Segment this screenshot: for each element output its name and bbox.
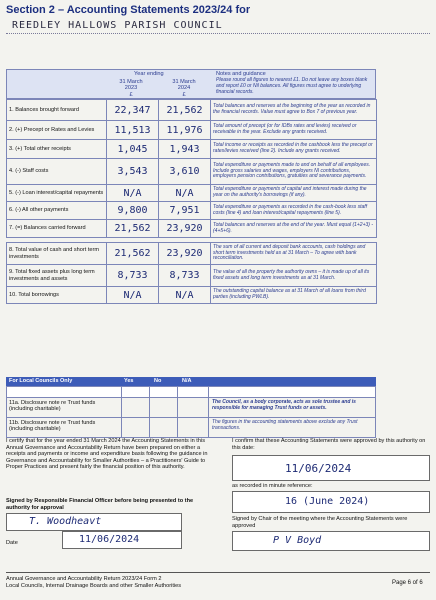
rfo-signed-label: Signed by Responsible Financial Officer before being presented to the authority for approval [6,498,194,511]
row-guidance: Total expenditure or payments made to and on behalf of all employees. Include gross salaries and wages, employers NI contributions, employers pension contributions, gratuities and severance payments. [211,159,377,185]
value-2024[interactable]: N/A [159,185,211,202]
statement-row [7,140,377,159]
statement-row [7,100,377,121]
row-guidance: Total income or receipts as recorded in the cashbook less the precept or rates/levies received (line 2). Include any grants received. [211,140,377,159]
council-name: REEDLEY HALLOWS PARISH COUNCIL [12,20,223,31]
minute-box[interactable] [232,491,430,513]
chair-signature-box[interactable] [232,531,430,551]
footer-line-1: Annual Governance and Accountability Return 2023/24 Form 2 [6,576,162,582]
page-number: Page 6 of 6 [392,580,423,586]
value-2024[interactable]: 23,920 [159,243,211,265]
row-guidance: The sum of all current and deposit bank accounts, cash holdings and short term investments held as at 31 March – To agree with bank reconciliation. [211,243,377,265]
row-11b-label: 11b. Disclosure note re Trust funds (including charitable) [9,420,96,433]
rfo-signature-box[interactable] [6,513,182,531]
year-ending-label: Year ending [134,71,164,77]
statement-row [7,265,377,287]
row-label: 3. (+) Total other receipts [7,140,107,159]
value-2024[interactable]: 3,610 [159,159,211,185]
rfo-certification-text: I certify that for the year ended 31 March 2024 the Accounting Statements in this Annual Governance and Accountability Return have been prepared on either a receipts and payments or income and expenditure basis following the guidance in Governance and Accountability for Smaller Authorities – a Practitioners' Guide to Proper Practices and present fairly the financial position of this authority. [6,438,208,470]
notes-heading: Notes and guidance [216,71,266,77]
value-2024[interactable]: 1,943 [159,140,211,159]
yes-header: Yes [124,378,134,384]
value-2023[interactable]: 11,513 [107,121,159,140]
value-2024[interactable]: 8,733 [159,265,211,287]
row-11a-note: The Council, as a body corporate, acts as sole trustee and is responsible for managing Trust funds or assets. [212,399,356,411]
approval-date: 11/06/2024 [285,462,352,475]
rfo-signature: T. Woodheavt [29,516,102,527]
row-label: 7. (=) Balances carried forward [7,220,107,238]
row-label: 5. (-) Loan interest/capital repayments [7,185,107,202]
local-councils-section [6,377,376,433]
rfo-date-box[interactable] [62,531,182,549]
date-label: Date [6,540,18,546]
value-2024[interactable]: 7,951 [159,202,211,220]
row-guidance: The value of all the property the authority owns – it is made up of all its fixed assets and long term investments as at 31 March. [211,265,377,287]
local-councils-heading [6,377,376,386]
value-2023[interactable]: 1,045 [107,140,159,159]
row-guidance: The outstanding capital balance as at 31 March of all loans from third parties (including PWLB). [211,287,377,304]
row-label: 6. (-) All other payments [7,202,107,220]
value-2023[interactable]: N/A [107,185,159,202]
section-title: Section 2 – Accounting Statements 2023/24 for [6,4,251,16]
na-header: N/A [182,378,192,384]
row-guidance: Total balances and reserves at the end of the year. Must equal (1+2+3) - (4+5+6). [211,220,377,238]
statement-row [7,202,377,220]
chair-signature: P V Boyd [273,535,322,546]
approval-date-box[interactable] [232,455,430,481]
row-label: 1. Balances brought forward [7,100,107,121]
value-2024[interactable]: N/A [159,287,211,304]
statement-row [7,243,377,265]
statement-row [7,287,377,304]
notes-guidance: Please round all figures to nearest £1. Do not leave any boxes blank and report £0 or Nil balances. All figures must agree to underlying financial records. [216,77,368,95]
value-2023[interactable]: N/A [107,287,159,304]
row-guidance: Total expenditure or payments as recorded in the cash-book less staff costs (line 4) and loan interest/capital repayments (line 5). [211,202,377,220]
approval-text: I confirm that these Accounting Statements were approved by this authority on this date: [232,438,426,451]
statement-row [7,121,377,140]
value-2023[interactable]: 21,562 [107,243,159,265]
local-councils-heading-text: For Local Councils Only [9,378,73,384]
row-label: 8. Total value of cash and short term investments [7,243,107,265]
col-2024-header: 31 March 2024 £ [172,79,196,98]
row-guidance: Total amount of precept (or for IDBs rates and levies) received or receivable in the year. Exclude any grants received. [211,121,377,140]
row-label: 2. (+) Precept or Rates and Levies [7,121,107,140]
row-guidance: Total expenditure or payments of capital and interest made during the year on the authority's borrowings (if any). [211,185,377,202]
row-11a-label: 11a. Disclosure note re Trust funds (including charitable) [9,400,96,413]
row-label: 4. (-) Staff costs [7,159,107,185]
council-name-rule [6,33,430,34]
row-11b-note: The figures in the accounting statements above exclude any Trust transactions. [212,419,358,431]
statement-row [7,185,377,202]
col-2023-header: 31 March 2023 £ [119,79,143,98]
statement-row [7,220,377,238]
minute-label: as recorded in minute reference: [232,483,313,489]
row-label: 9. Total fixed assets plus long term investments and assets [7,265,107,287]
value-2023[interactable]: 3,543 [107,159,159,185]
rfo-date: 11/06/2024 [79,534,140,545]
value-2023[interactable]: 22,347 [107,100,159,121]
row-guidance: Total balances and reserves at the beginning of the year as recorded in the financial records. Value must agree to Box 7 of previous year. [211,100,377,121]
value-2023[interactable]: 21,562 [107,220,159,238]
value-2024[interactable]: 23,920 [159,220,211,238]
footer-line-2: Local Councils, Internal Drainage Boards and other Smaller Authorities [6,583,182,589]
footer [6,576,181,590]
chair-label: Signed by Chair of the meeting where the Accounting Statements were approved [232,516,408,529]
row-label: 10. Total borrowings [7,287,107,304]
value-2023[interactable]: 8,733 [107,265,159,287]
no-header: No [154,378,162,384]
footer-rule [6,572,430,573]
accounting-statements-table [6,99,377,304]
value-2024[interactable]: 21,562 [159,100,211,121]
minute-ref: 16 (June 2024) [285,496,370,507]
statement-row [7,159,377,185]
value-2024[interactable]: 11,976 [159,121,211,140]
value-2023[interactable]: 9,800 [107,202,159,220]
